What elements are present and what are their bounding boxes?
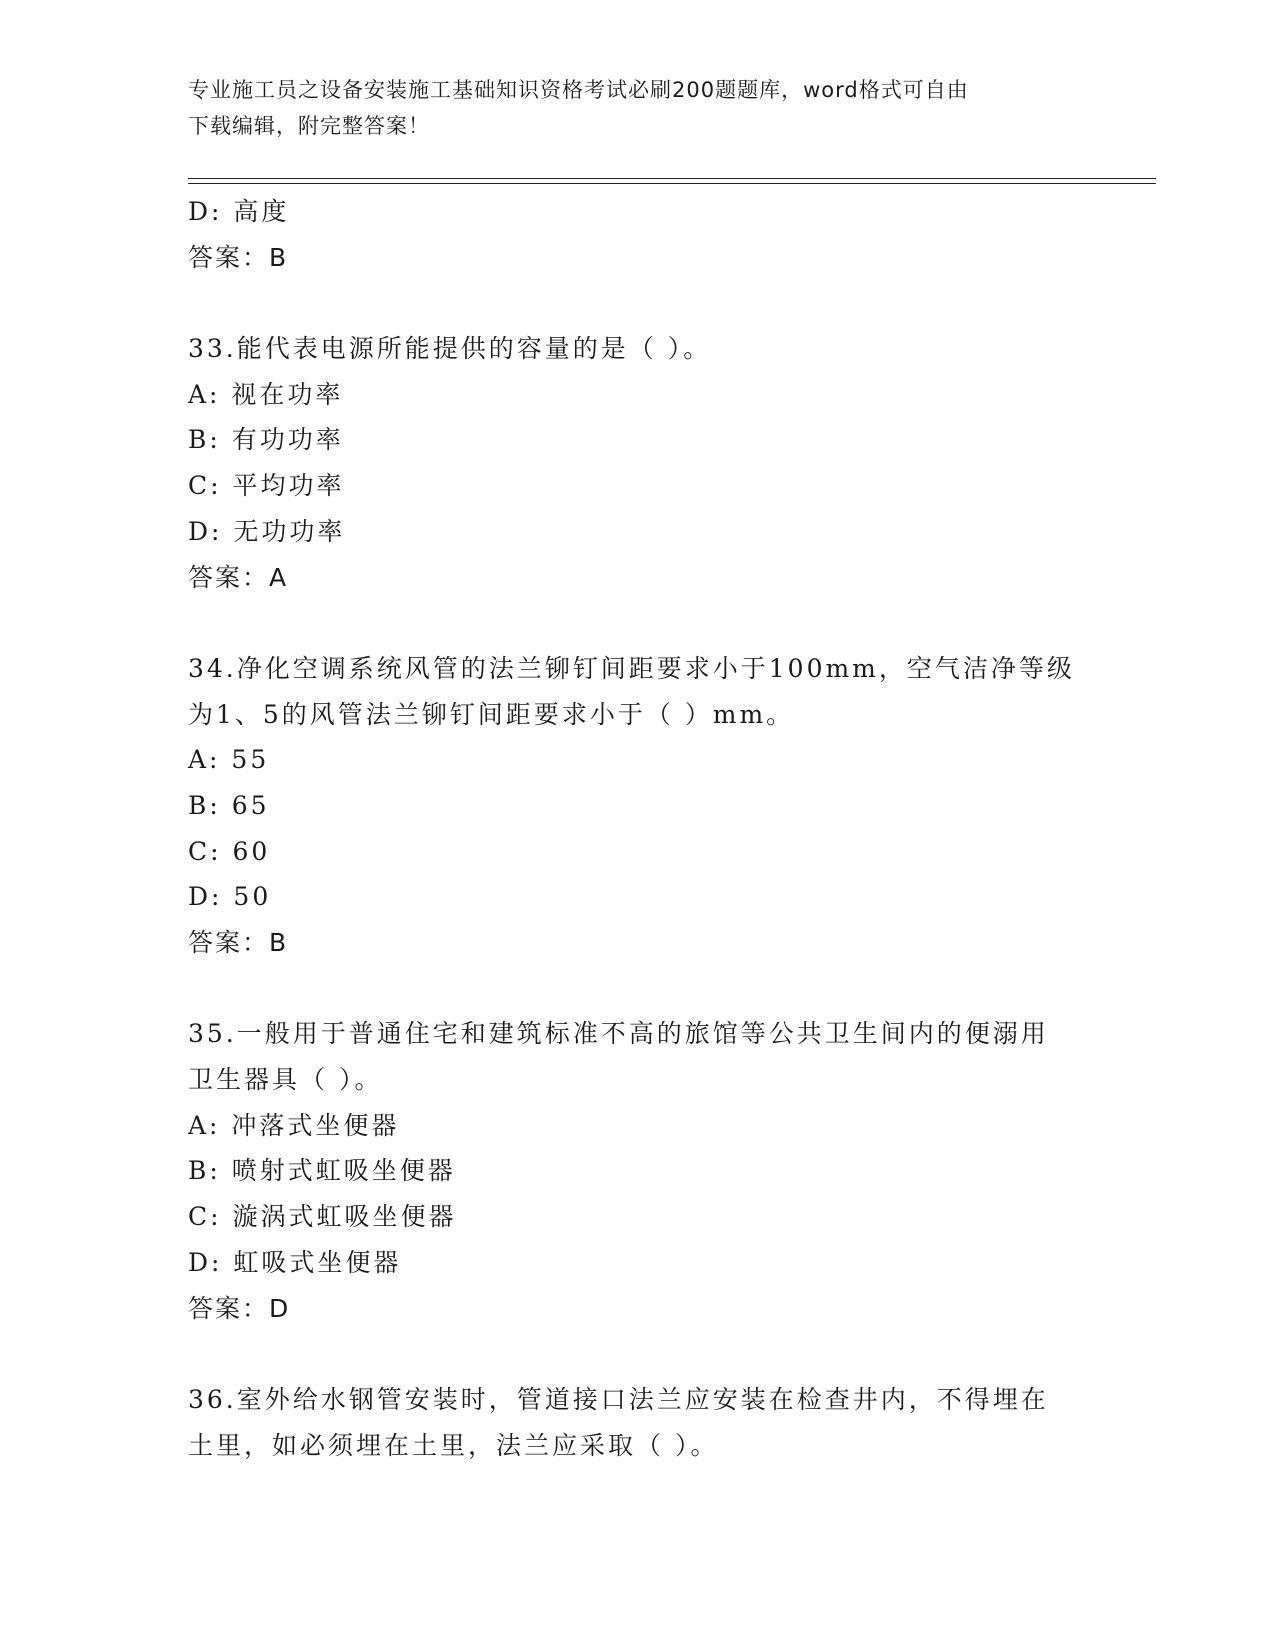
answer-line: 答案：A	[188, 562, 289, 592]
question-stem-line-2: 土里，如必须埋在土里，法兰应采取（ ）。	[188, 1430, 719, 1460]
document-header	[188, 72, 1068, 144]
spacer	[188, 280, 1088, 326]
option-b: B: 有功功率	[188, 425, 344, 455]
option-d: D: 虹吸式坐便器	[188, 1247, 402, 1277]
answer-line: 答案：D	[188, 1293, 291, 1323]
spacer	[188, 600, 1088, 646]
option-d: D: 高度	[188, 197, 290, 226]
header-title-line-1: 专业施工员之设备安装施工基础知识资格考试必刷200题题库，word格式可自由	[188, 78, 969, 102]
question-stem-line-1: 35.一般用于普通住宅和建筑标准不高的旅馆等公共卫生间内的便溺用	[188, 1019, 1049, 1049]
question-stem-line-2: 卫生器具（ ）。	[188, 1065, 383, 1095]
question-stem-line-2: 为1、5的风管法兰铆钉间距要求小于（ ）mm。	[188, 699, 795, 729]
question-34	[188, 646, 1088, 966]
option-a: A: 冲落式坐便器	[188, 1110, 400, 1140]
spacer	[188, 966, 1088, 1012]
option-c: C: 60	[188, 836, 271, 866]
header-title-line-2: 下载编辑，附完整答案！	[188, 114, 430, 138]
option-a: A: 视在功率	[188, 379, 344, 409]
question-35	[188, 1011, 1088, 1331]
header-divider-bottom	[188, 183, 1156, 184]
option-d: D: 无功功率	[188, 516, 346, 546]
question-stem: 33.能代表电源所能提供的容量的是（ ）。	[188, 334, 712, 364]
spacer	[188, 1331, 1088, 1377]
option-a: A: 55	[188, 745, 270, 775]
answer-line: 答案：B	[188, 242, 289, 272]
option-b: B: 65	[188, 790, 270, 820]
header-divider-top	[188, 178, 1156, 179]
option-c: C: 漩涡式虹吸坐便器	[188, 1202, 457, 1232]
option-d: D: 50	[188, 882, 272, 912]
question-33	[188, 326, 1088, 600]
question-stem-line-1: 36.室外给水钢管安装时，管道接口法兰应安装在检查井内，不得埋在	[188, 1384, 1049, 1414]
option-b: B: 喷射式虹吸坐便器	[188, 1156, 456, 1186]
option-c: C: 平均功率	[188, 471, 345, 501]
question-stem-line-1: 34.净化空调系统风管的法兰铆钉间距要求小于100mm，空气洁净等级	[188, 653, 1075, 683]
question-list	[188, 189, 1088, 1468]
answer-line: 答案：B	[188, 928, 289, 957]
question-36	[188, 1377, 1088, 1468]
